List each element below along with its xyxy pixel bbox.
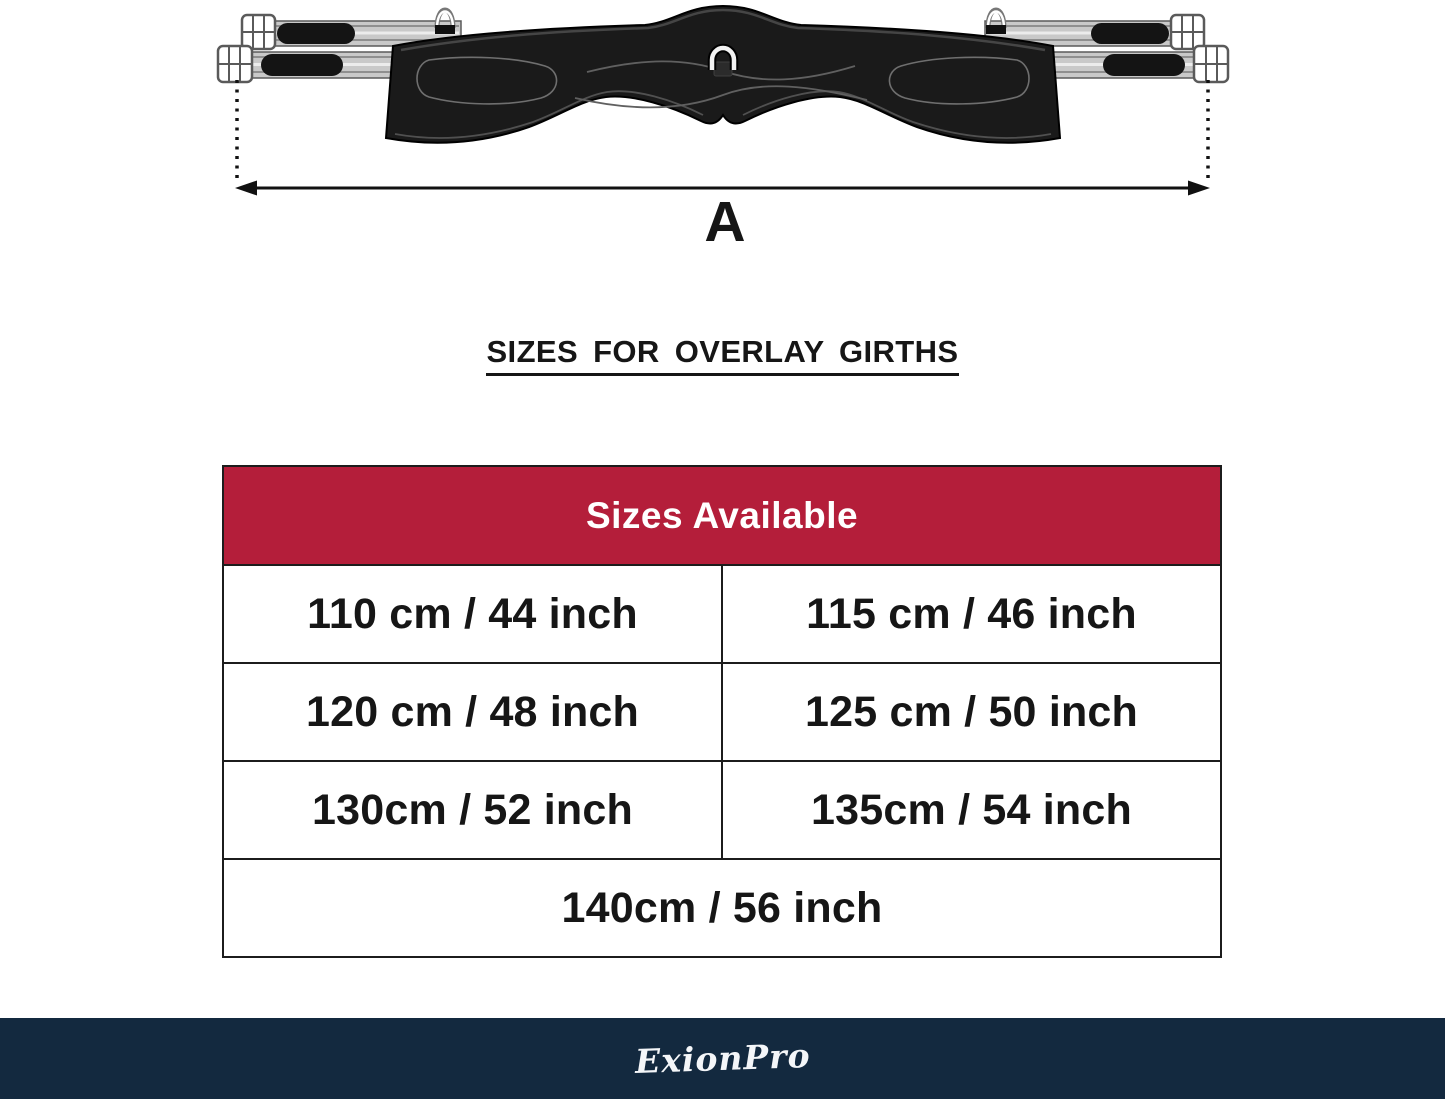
size-cell: 130cm / 52 inch: [223, 761, 722, 859]
table-row: [223, 761, 1221, 859]
brand-logo: ExionPro: [634, 1035, 811, 1082]
table-header: Sizes Available: [223, 466, 1221, 565]
girth-diagram: [215, 0, 1235, 200]
size-cell: 140cm / 56 inch: [223, 859, 1221, 957]
footer: [0, 1018, 1445, 1099]
page-title: SIZES FOR OVERLAY GIRTHS: [486, 334, 958, 376]
size-cell: 110 cm / 44 inch: [223, 565, 722, 663]
d-ring-keeper: [714, 62, 732, 76]
size-cell: 115 cm / 46 inch: [722, 565, 1221, 663]
size-cell: 135cm / 54 inch: [722, 761, 1221, 859]
page-title-wrap: [0, 334, 1445, 376]
dimension-label: A: [704, 190, 746, 254]
size-cell: 120 cm / 48 inch: [223, 663, 722, 761]
table-row: [223, 565, 1221, 663]
table-row: [223, 663, 1221, 761]
size-cell: 125 cm / 50 inch: [722, 663, 1221, 761]
table-header-row: [223, 466, 1221, 565]
table-row: [223, 859, 1221, 957]
sizes-table: [222, 465, 1222, 958]
